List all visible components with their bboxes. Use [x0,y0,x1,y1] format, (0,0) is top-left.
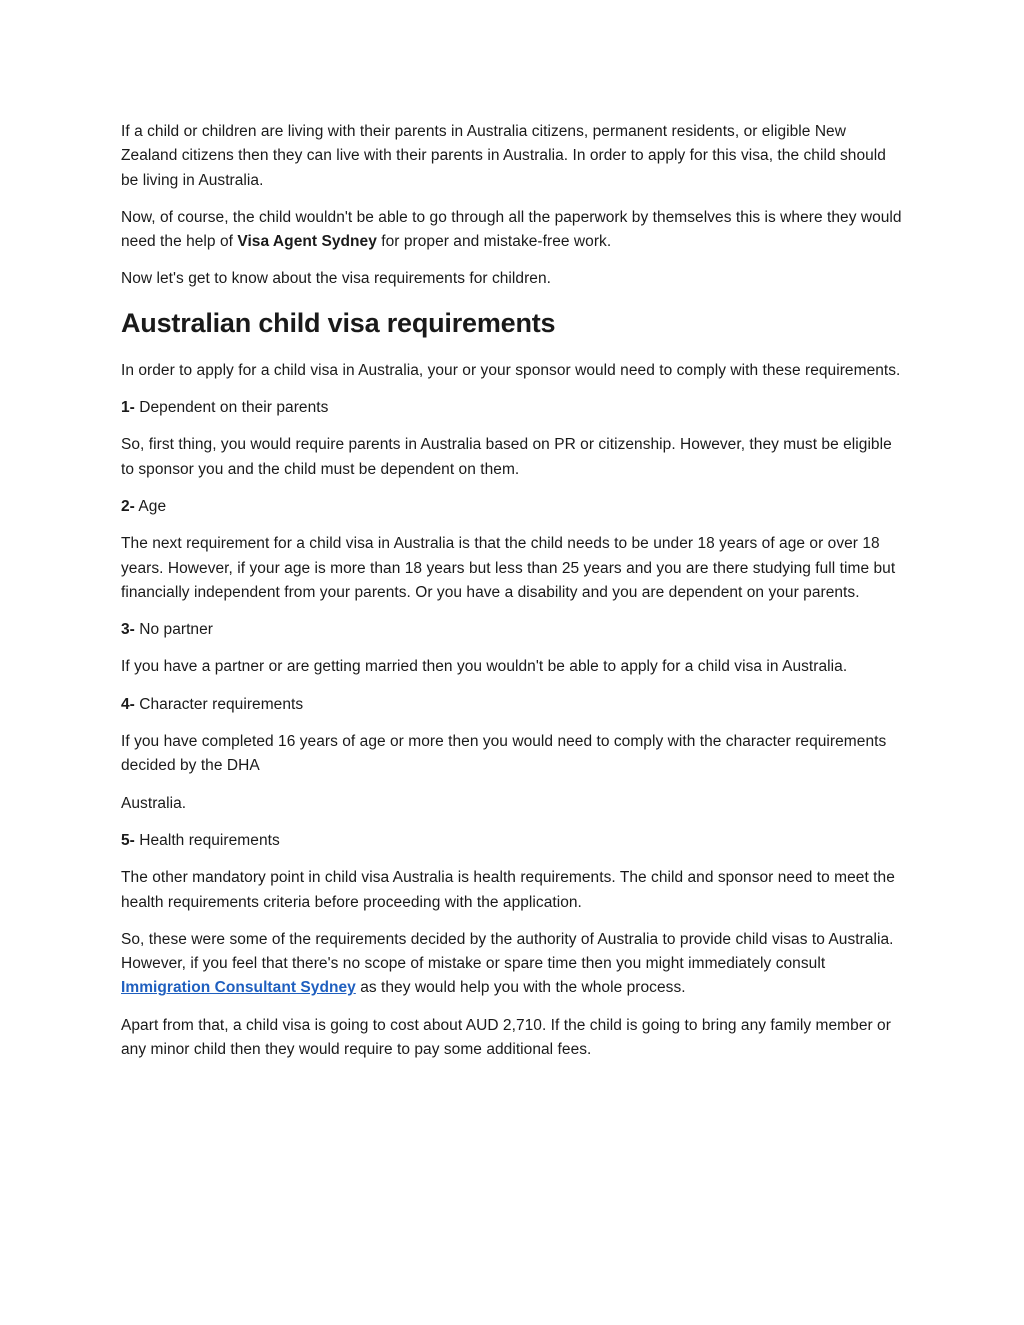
requirement-3-body: If you have a partner or are getting married then you wouldn't be able to apply for a child visa in Australia. [121,658,848,676]
closing-paragraph [121,928,906,1001]
requirement-3-title: No partner [134,621,213,639]
requirement-2-body: The next requirement for a child visa in Australia is that the child needs to be under 18 years of age or over 18 years. However, if your age is more than 18 years but less than 25 years and you are there studying full time but financially independent from your parents. Or you have a disability and you are dependent on your parents. [121,535,896,601]
requirement-1-body: So, first thing, you would require parents in Australia based on PR or citizenship. However, they must be eligible to sponsor you and the child must be dependent on them. [121,436,892,478]
section-heading: Australian child visa requirements [121,307,556,338]
cost-text: Apart from that, a child visa is going to cost about AUD 2,710. If the child is going to bring any family member or any minor child then they would require to pay some additional fees. [121,1016,891,1059]
closing-text-end: as they would help you with the whole process. [355,979,686,997]
intro-text: If a child or children are living with their parents in Australia citizens, permanent residents, or eligible New Zealand citizens then they can live with their parents in Australia. In order to apply for this visa, the child should be living in Australia. [121,123,886,189]
requirement-4-title: Character requirements [134,695,304,713]
requirements-intro [121,359,906,383]
requirement-4-body-cont: Australia. [121,794,187,812]
cost-paragraph [121,1014,906,1063]
requirement-5-heading [121,829,906,853]
requirement-1-text [121,433,906,482]
requirement-5-number: 5- [121,831,135,849]
immigration-consultant-link[interactable]: Immigration Consultant Sydney [121,979,356,997]
requirement-4-number: 4- [121,695,135,713]
requirement-1-title: Dependent on their parents [134,399,329,417]
document-page [121,120,906,1075]
requirement-3-number: 3- [121,621,135,639]
requirement-5-text [121,866,906,915]
lead-in-text: Now let's get to know about the visa requirements for children. [121,270,551,288]
requirement-5-body: The other mandatory point in child visa Australia is health requirements. The child and sponsor need to meet the health requirements criteria before proceeding with the application. [121,869,895,911]
requirement-2-heading [121,495,906,519]
visa-agent-bold: Visa Agent Sydney [237,233,377,251]
closing-text: So, these were some of the requirements decided by the authority of Australia to provide child visas to Australia. However, if you feel that there's no scope of mistake or spare time then you might immediately consult [121,930,894,973]
paperwork-text-end: for proper and mistake-free work. [376,233,612,251]
requirement-2-title: Age [134,497,167,515]
lead-in-paragraph [121,267,906,291]
intro-paragraph [121,120,906,193]
paperwork-paragraph [121,206,906,255]
requirement-3-text [121,655,906,679]
requirements-intro-text: In order to apply for a child visa in Australia, your or your sponsor would need to comply with these requirements. [121,361,901,379]
requirement-4-heading [121,693,906,717]
requirement-1-number: 1- [121,399,135,417]
requirement-1-heading [121,396,906,420]
requirement-2-number: 2- [121,497,135,515]
requirement-5-title: Health requirements [134,831,280,849]
requirement-3-heading [121,618,906,642]
requirement-4-text-cont [121,792,906,816]
requirement-4-text [121,730,906,779]
requirement-4-body: If you have completed 16 years of age or more then you would need to comply with the character requirements decided by the DHA [121,733,887,775]
requirement-2-text [121,532,906,605]
paperwork-text: Now, of course, the child wouldn't be able to go through all the paperwork by themselves this is where they would need the help of [121,208,902,251]
